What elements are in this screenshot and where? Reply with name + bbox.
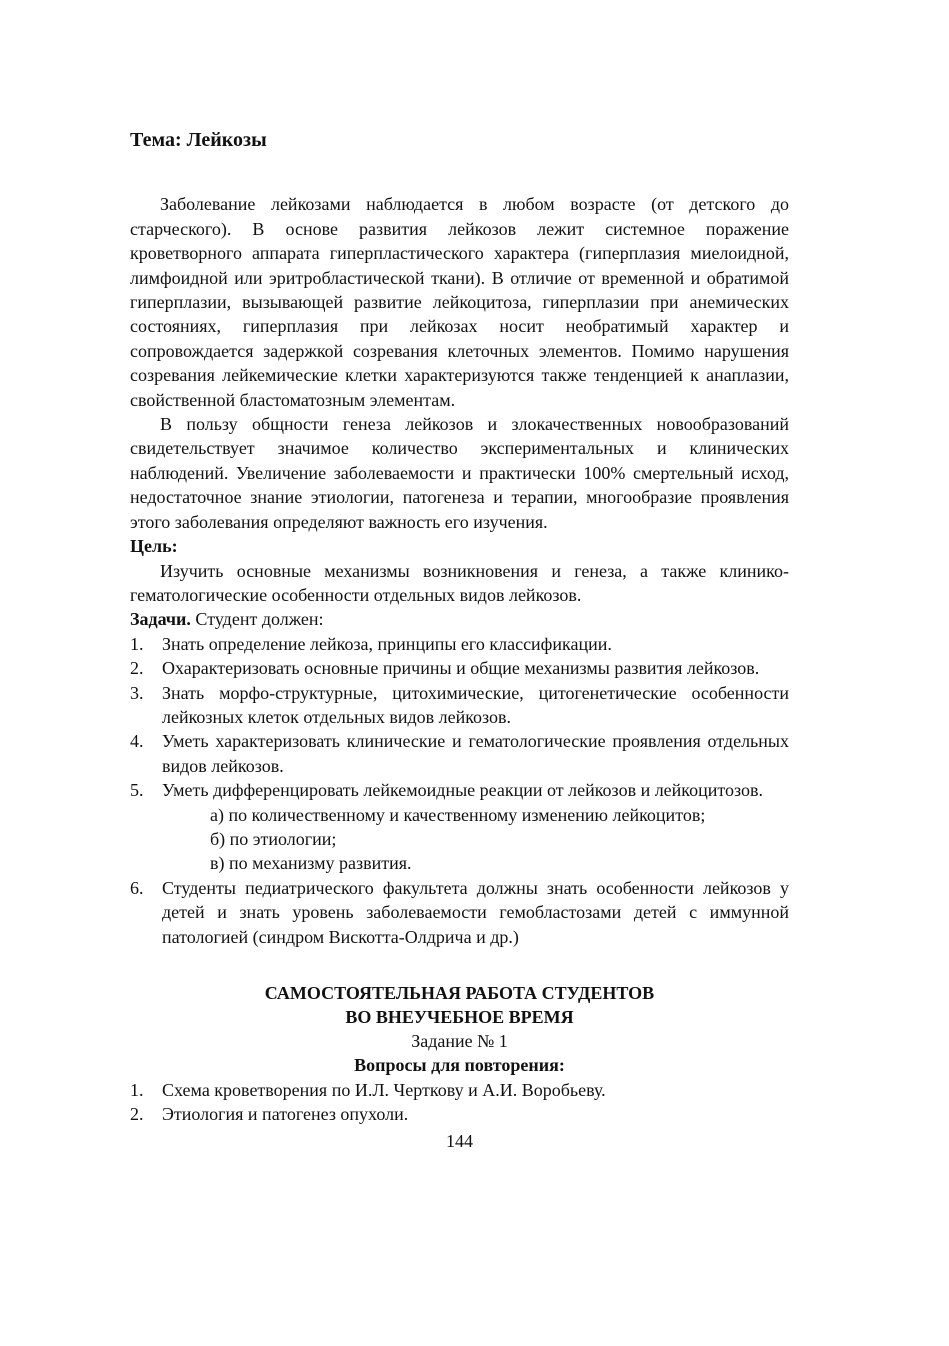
- task-number: 6.: [130, 877, 144, 898]
- task-number: 3.: [130, 682, 144, 703]
- goal-label: Цель:: [130, 536, 178, 557]
- task-item: [130, 729, 789, 778]
- task-text: Уметь дифференцировать лейкемоидные реакции от лейкозов и лейкоцитозов.: [162, 780, 764, 801]
- intro-paragraph-1: Заболевание лейкозами наблюдается в любом возрасте (от детского до старческого). В основе развития лейкозов лежит системное поражение кроветворного аппарата гиперпластического характера (гиперплазия миелоидной, лимфоидной или эритробластической ткани). В отличие от временной и обратимой гиперплазии, вызывающей развитие лейкоцитоза, гиперплазии при анемических состояниях, гиперплазия при лейкозах носит необратимый характер и сопровождается задержкой созревания клеточных элементов. Помимо нарушения созревания лейкемические клетки характеризуются также тенденцией к анаплазии, свойственной бластоматозным элементам.: [130, 194, 789, 410]
- task-text: Охарактеризовать основные причины и общие механизмы развития лейкозов.: [162, 658, 760, 679]
- goal-text: Изучить основные механизмы возникновения и генеза, а также клинико-гематологические особенности отдельных видов лейкозов.: [130, 560, 789, 605]
- document-page: [130, 128, 789, 1153]
- task-number: 1.: [130, 633, 144, 654]
- questions-list: [130, 1078, 789, 1127]
- topic-heading: Тема: Лейкозы: [130, 129, 267, 151]
- tasks-intro-text: Студент должен:: [190, 609, 324, 630]
- section-title-line-1: САМОСТОЯТЕЛЬНАЯ РАБОТА СТУДЕНТОВ: [264, 983, 655, 1003]
- question-number: 1.: [130, 1079, 144, 1100]
- task-item: [130, 632, 789, 656]
- task-subitem: в) по механизму развития.: [210, 853, 412, 874]
- task-subitem: а) по количественному и качественному изменению лейкоцитов;: [210, 804, 706, 825]
- question-text: Схема кроветворения по И.Л. Черткову и А.И. Воробьеву.: [162, 1079, 606, 1100]
- task-item: [130, 681, 789, 730]
- section-title: [130, 981, 789, 1029]
- task-item: [130, 778, 789, 876]
- tasks-list: [130, 632, 789, 949]
- task-number: 4.: [130, 731, 144, 752]
- question-number: 2.: [130, 1104, 144, 1125]
- assignment-label: Задание № 1: [411, 1031, 508, 1051]
- task-number: 2.: [130, 658, 144, 679]
- task-subitems: [162, 803, 789, 876]
- intro-paragraph-2: В пользу общности генеза лейкозов и злокачественных новообразований свидетельствует значимое количество экспериментальных и клинических наблюдений. Увеличение заболеваемости и практически 100% смертельный исход, недостаточное знание этиологии, патогенеза и терапии, многообразие проявления этого заболевания определяют важность его изучения.: [130, 414, 789, 532]
- task-subitem: б) по этиологии;: [210, 828, 337, 849]
- question-item: [130, 1102, 789, 1126]
- task-text: Уметь характеризовать клинические и гематологические проявления отдельных видов лейкозов.: [162, 731, 789, 776]
- tasks-intro: [130, 607, 789, 631]
- questions-label: Вопросы для повторения:: [354, 1055, 565, 1076]
- task-text: Знать морфо-структурные, цитохимические, цитогенетические особенности лейкозных клеток отдельных видов лейкозов.: [162, 682, 789, 727]
- task-text: Знать определение лейкоза, принципы его классификации.: [162, 633, 612, 654]
- section-title-line-2: ВО ВНЕУЧЕБНОЕ ВРЕМЯ: [345, 1007, 574, 1027]
- question-text: Этиология и патогенез опухоли.: [162, 1104, 409, 1125]
- task-item: [130, 876, 789, 949]
- page-number: 144: [446, 1130, 473, 1151]
- task-text: Студенты педиатрического факультета должны знать особенности лейкозов у детей и знать уровень заболеваемости гемобластозами детей с иммунной патологией (синдром Вискотта-Олдрича и др.): [162, 877, 789, 947]
- tasks-label: Задачи.: [130, 609, 191, 630]
- task-number: 5.: [130, 780, 144, 801]
- task-item: [130, 656, 789, 680]
- question-item: [130, 1078, 789, 1102]
